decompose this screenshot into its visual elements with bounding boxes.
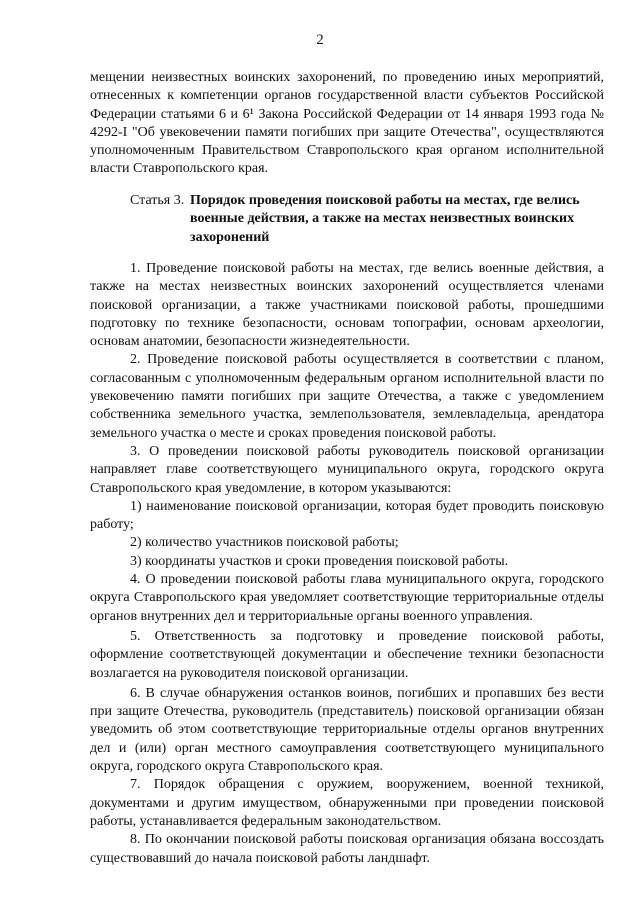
intro-continuation: [90, 69, 604, 179]
paragraph-7: 7. Порядок обращения с оружием, вооружением, военной техникой, документами и другим имуществом, обнаруженными при проведении поисковой работы, устанавливается федеральным законодательством.: [90, 777, 604, 829]
page-number: 2: [316, 32, 324, 48]
paragraph-6: 6. В случае обнаружения останков воинов, погибших и пропавших без вести при защите Отечества, руководитель (представитель) поисковой организации обязан уведомить об этом соответствующие территориальные отделы органов внутренних дел и (или) орган местного самоуправления соответствующего муниципального округа, городского округа Ставропольского края.: [90, 685, 604, 775]
article-label: Статья 3.: [130, 193, 185, 208]
intro-paragraph: мещении неизвестных воинских захоронений, по проведению иных мероприятий, отнесенных к компетенции органов государственной власти субъектов Российской Федерации статьями 6 и 6¹ Закона Российской Федерации от 14 января 1993 года № 4292-I "Об увековечении памяти погибших при защите Отечества", осуществляются уполномоченным Правительством Ставропольского края органом исполнительной власти Ставропольского края.: [90, 70, 604, 177]
list-item-3: 3) координаты участков и сроки проведения поисковой работы.: [130, 553, 509, 569]
article-heading: [90, 192, 604, 247]
paragraph-2: 2. Проведение поисковой работы осуществляется в соответствии с планом, согласованным с уполномоченным федеральным органом исполнительной власти по увековечению памяти погибших при защите Отечества, а также с уведомлением собственника земельного участка, землепользователя, землевладельца, арендатора земельного участка о месте и сроках проведения поисковой работы.: [90, 352, 604, 441]
paragraph-3: 3. О проведении поисковой работы руководитель поисковой организации направляет главе соответствующего муниципального округа, городского округа Ставропольского края уведомление, в котором указываются:: [90, 443, 604, 496]
paragraph-8: 8. По окончании поисковой работы поисковая организация обязана воссоздать существовавший до начала поисковой работы ландшафт.: [90, 832, 604, 866]
paragraph-4: 4. О проведении поисковой работы глава муниципального округа, городского округа Ставропольского края уведомляет соответствующие территориальные отделы органов внутренних дел и территориальные органы военного управления.: [90, 572, 604, 624]
article-body: [90, 260, 604, 868]
article-title: Порядок проведения поисковой работы на местах, где велись военные действия, а также на местах неизвестных воинских захоронений: [190, 193, 580, 245]
paragraph-1: 1. Проведение поисковой работы на местах, где велись военные действия, а также на местах неизвестных воинских захоронений осуществляется членами поисковой организации, а также участниками поисковой работы, прошедшими подготовку по технике безопасности, основам топографии, основам археологии, основам анатомии, безопасности жизнедеятельности.: [90, 261, 604, 350]
paragraph-5: 5. Ответственность за подготовку и проведение поисковой работы, оформление соответствующей документации и обеспечение техники безопасности возлагается на руководителя поисковой организации.: [90, 628, 604, 681]
list-item-1: 1) наименование поисковой организации, которая будет проводить поисковую работу;: [90, 498, 604, 533]
list-item-2: 2) количество участников поисковой работы;: [130, 535, 399, 551]
